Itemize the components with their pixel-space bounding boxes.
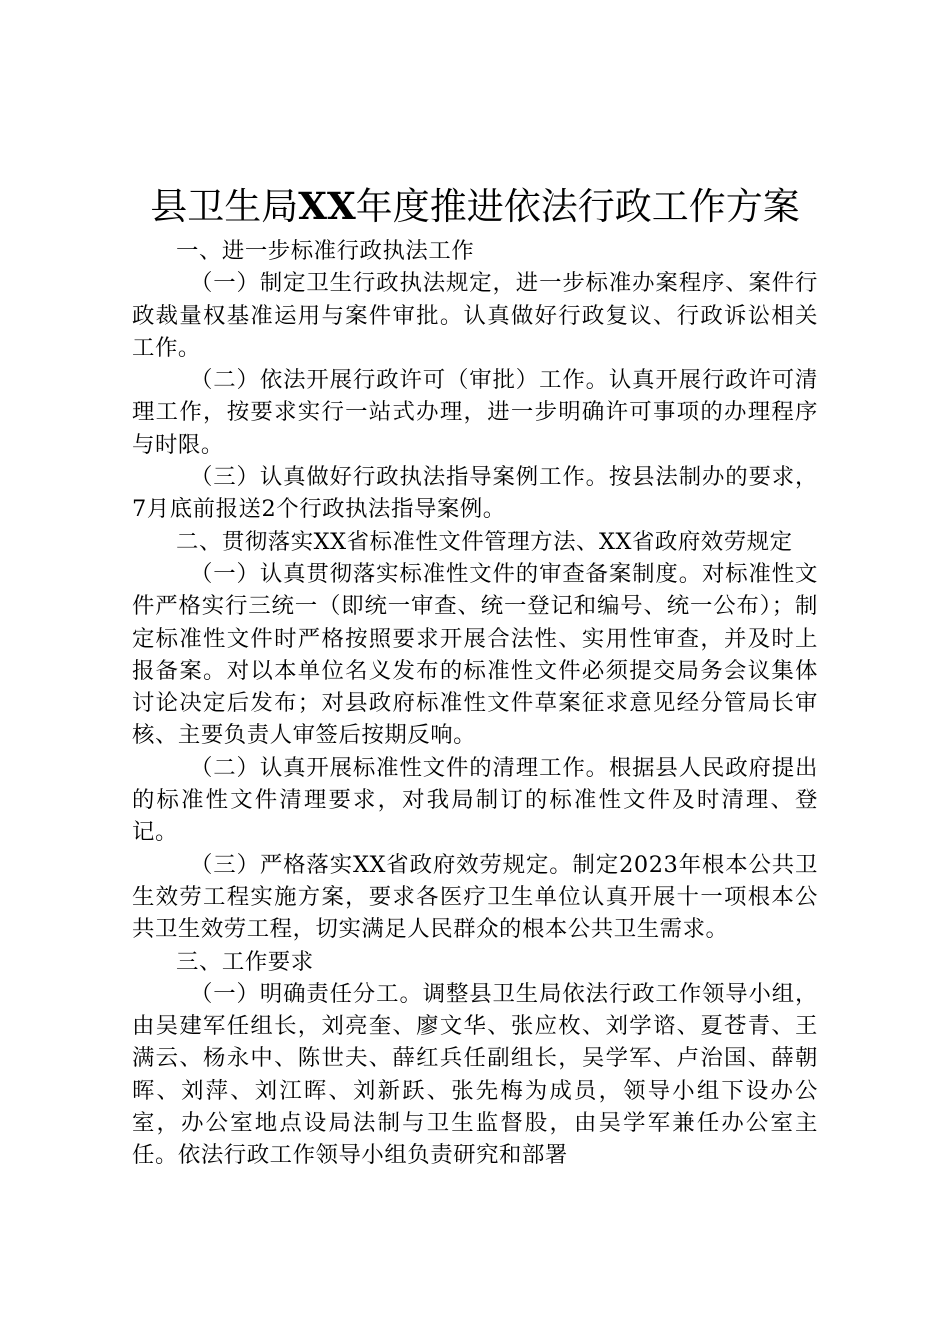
section-heading-1: 一、进一步标准行政执法工作 <box>176 238 475 264</box>
paragraph-1-3: （三）认真做好行政执法指导案例工作。按县法制办的要求，7月底前报送2个行政执法指导案例。 <box>132 464 818 523</box>
paragraph-2-1: （一）认真贯彻落实标准性文件的审查备案制度。对标准性文件严格实行三统一（即统一审查、统一登记和编号、统一公布）；制定标准性文件时严格按照要求开展合法性、实用性审查，并及时上报备案。对以本单位名义发布的标准性文件必须提交局务会议集体讨论决定后发布；对县政府标准性文件草案征求意见经分管局长审核、主要负责人审签后按期反响。 <box>132 560 818 749</box>
paragraph-1-1: （一）制定卫生行政执法规定，进一步标准办案程序、案件行政裁量权基准运用与案件审批。认真做好行政复议、行政诉讼相关工作。 <box>132 270 818 361</box>
paragraph-3-1: （一）明确责任分工。调整县卫生局依法行政工作领导小组，由吴建军任组长，刘亮奎、廖文华、张应枚、刘学谘、夏苍青、王满云、杨永中、陈世夫、薛红兵任副组长，吴学军、卢治国、薛朝晖、刘萍、刘江晖、刘新跃、张先梅为成员，领导小组下设办公室，办公室地点设局法制与卫生监督股，由吴学军兼任办公室主任。依法行政工作领导小组负责研究和部署 <box>132 980 818 1169</box>
paragraph-1-2: （二）依法开展行政许可（审批）工作。认真开展行政许可清理工作，按要求实行一站式办理，进一步明确许可事项的办理程序与时限。 <box>132 367 818 458</box>
document-body <box>132 235 818 1172</box>
title-bold-xx: XX <box>298 184 356 228</box>
title-suffix: 年度推进依法行政工作方案 <box>355 185 800 228</box>
section-heading-2: 二、贯彻落实XX省标准性文件管理方法、XX省政府效劳规定 <box>176 528 793 555</box>
title-prefix: 县卫生局 <box>150 185 299 228</box>
paragraph-2-2: （二）认真开展标准性文件的清理工作。根据县人民政府提出的标准性文件清理要求，对我局制订的标准性文件及时清理、登记。 <box>132 754 818 846</box>
section-heading-3: 三、工作要求 <box>176 948 314 975</box>
document-title <box>132 178 818 235</box>
paragraph-2-3: （三）严格落实XX省政府效劳规定。制定2023年根本公共卫生效劳工程实施方案，要求各医疗卫生单位认真开展十一项根本公共卫生效劳工程，切实满足人民群众的根本公共卫生需求。 <box>132 851 818 943</box>
document-page <box>132 178 818 1172</box>
